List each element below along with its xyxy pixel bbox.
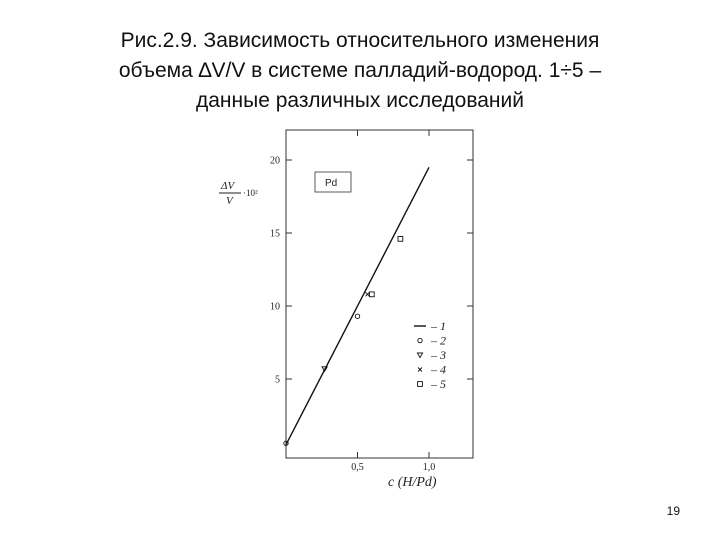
series-5-point: [369, 292, 374, 297]
y-tick-label: 20: [270, 155, 280, 167]
caption-line-2: объема ∆V/V в системе палладий-водород. 1÷5 –: [118, 59, 602, 82]
legend-label: – 1: [431, 319, 446, 333]
caption-line-3: данные различных исследований: [196, 89, 524, 112]
series-5-point: [398, 236, 403, 241]
system-label: Pd: [325, 178, 338, 189]
y-axis-label-factor: ·10²: [243, 188, 258, 198]
x-axis-label: c (H/Pd): [388, 475, 437, 490]
legend-label: – 5: [431, 377, 446, 391]
page-number: 19: [666, 504, 680, 518]
y-axis-label-denominator: V: [226, 195, 233, 207]
y-tick-label: 5: [275, 374, 280, 386]
series-2-point: [355, 314, 359, 318]
legend-label: – 4: [431, 362, 446, 377]
legend-label: – 3: [431, 348, 446, 362]
legend-marker-2: [418, 338, 422, 342]
plot-frame: [286, 130, 473, 458]
y-tick-label: 10: [270, 301, 280, 313]
legend-marker-4: [418, 368, 422, 372]
series-1-fit-line: [286, 167, 429, 444]
x-tick-label: 1,0: [422, 462, 436, 473]
series-4-point: [366, 292, 370, 296]
legend-label: – 2: [431, 333, 446, 348]
legend-marker-3: [417, 353, 422, 358]
y-tick-label: 15: [270, 228, 280, 240]
legend-marker-5: [418, 382, 423, 387]
x-tick-label: 0,5: [351, 462, 364, 473]
y-axis-label-numerator: ΔV: [221, 180, 235, 192]
caption-line-1: Рис.2.9. Зависимость относительного изменения: [120, 29, 600, 52]
